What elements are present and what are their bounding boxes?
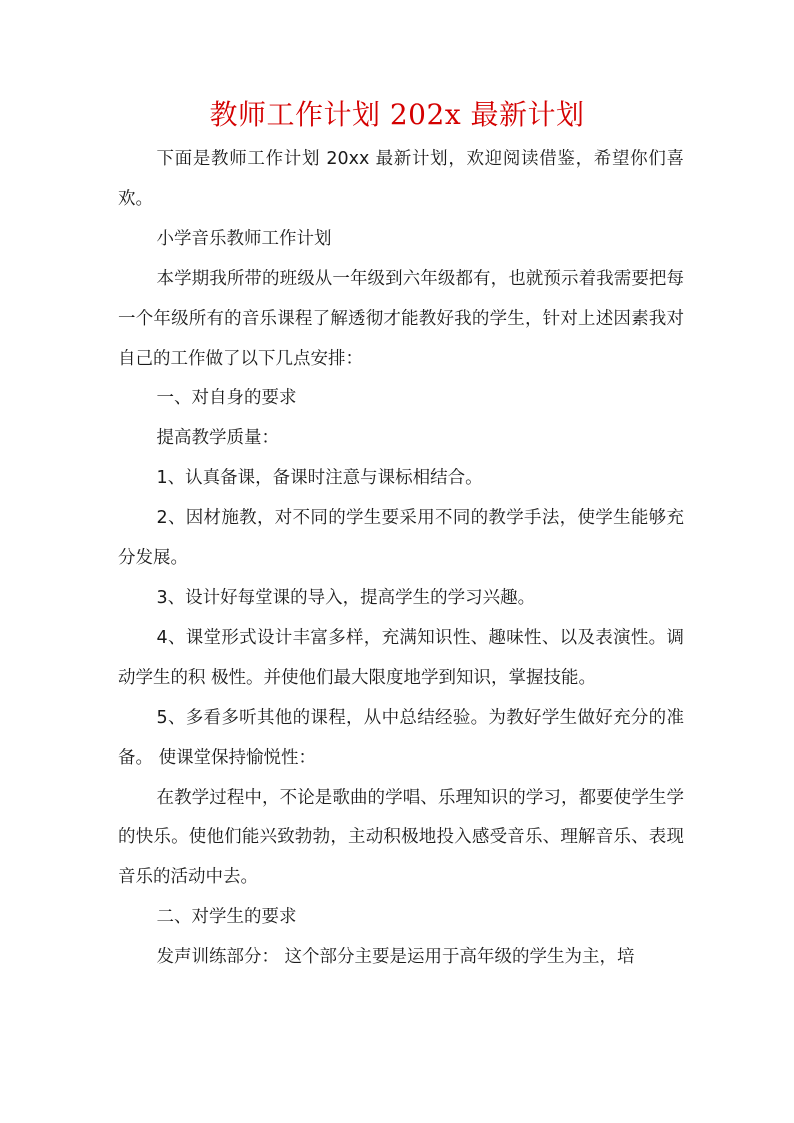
list-item-1: 1、认真备课，备课时注意与课标相结合。 [156, 468, 483, 489]
section-heading-students: 二、对学生的要求 [156, 907, 297, 928]
paragraph-semester: 本学期我所带的班级从一年级到六年级都有，也就预示着我需要把每一个年级所有的音乐课程了解透彻才能教好我的学生，针对上述因素我对自己的工作做了以下几点安排： [118, 268, 684, 369]
paragraph-intro: 下面是教师工作计划 20xx 最新计划，欢迎阅读借鉴，希望你们喜欢。 [118, 149, 684, 209]
paragraph-quality: 提高教学质量： [156, 428, 279, 449]
paragraph-heading-plan: 小学音乐教师工作计划 [156, 228, 332, 249]
list-item-4: 4、课堂形式设计丰富多样，充满知识性、趣味性、以及表演性。调动学生的积 极性。并使他们最大限度地学到知识，掌握技能。 [118, 627, 684, 688]
section-heading-self: 一、对自身的要求 [156, 388, 297, 409]
paragraph-teaching-process: 在教学过程中，不论是歌曲的学唱、乐理知识的学习，都要使学生学的快乐。使他们能兴致勃勃，主动积极地投入感受音乐、理解音乐、表现音乐的活动中去。 [118, 787, 684, 888]
paragraph-vocal-training: 发声训练部分： 这个部分主要是运用于高年级的学生为主，培 [156, 947, 635, 968]
list-item-5: 5、多看多听其他的课程，从中总结经验。为教好学生做好充分的准备。 使课堂保持愉悦性： [118, 707, 684, 768]
document-body [118, 140, 684, 978]
list-item-2: 2、因材施教，对不同的学生要采用不同的教学手法，使学生能够充分发展。 [118, 508, 684, 569]
list-item-3: 3、设计好每堂课的导入，提高学生的学习兴趣。 [156, 587, 536, 608]
document-title: 教师工作计划 202x 最新计划 [209, 98, 585, 131]
